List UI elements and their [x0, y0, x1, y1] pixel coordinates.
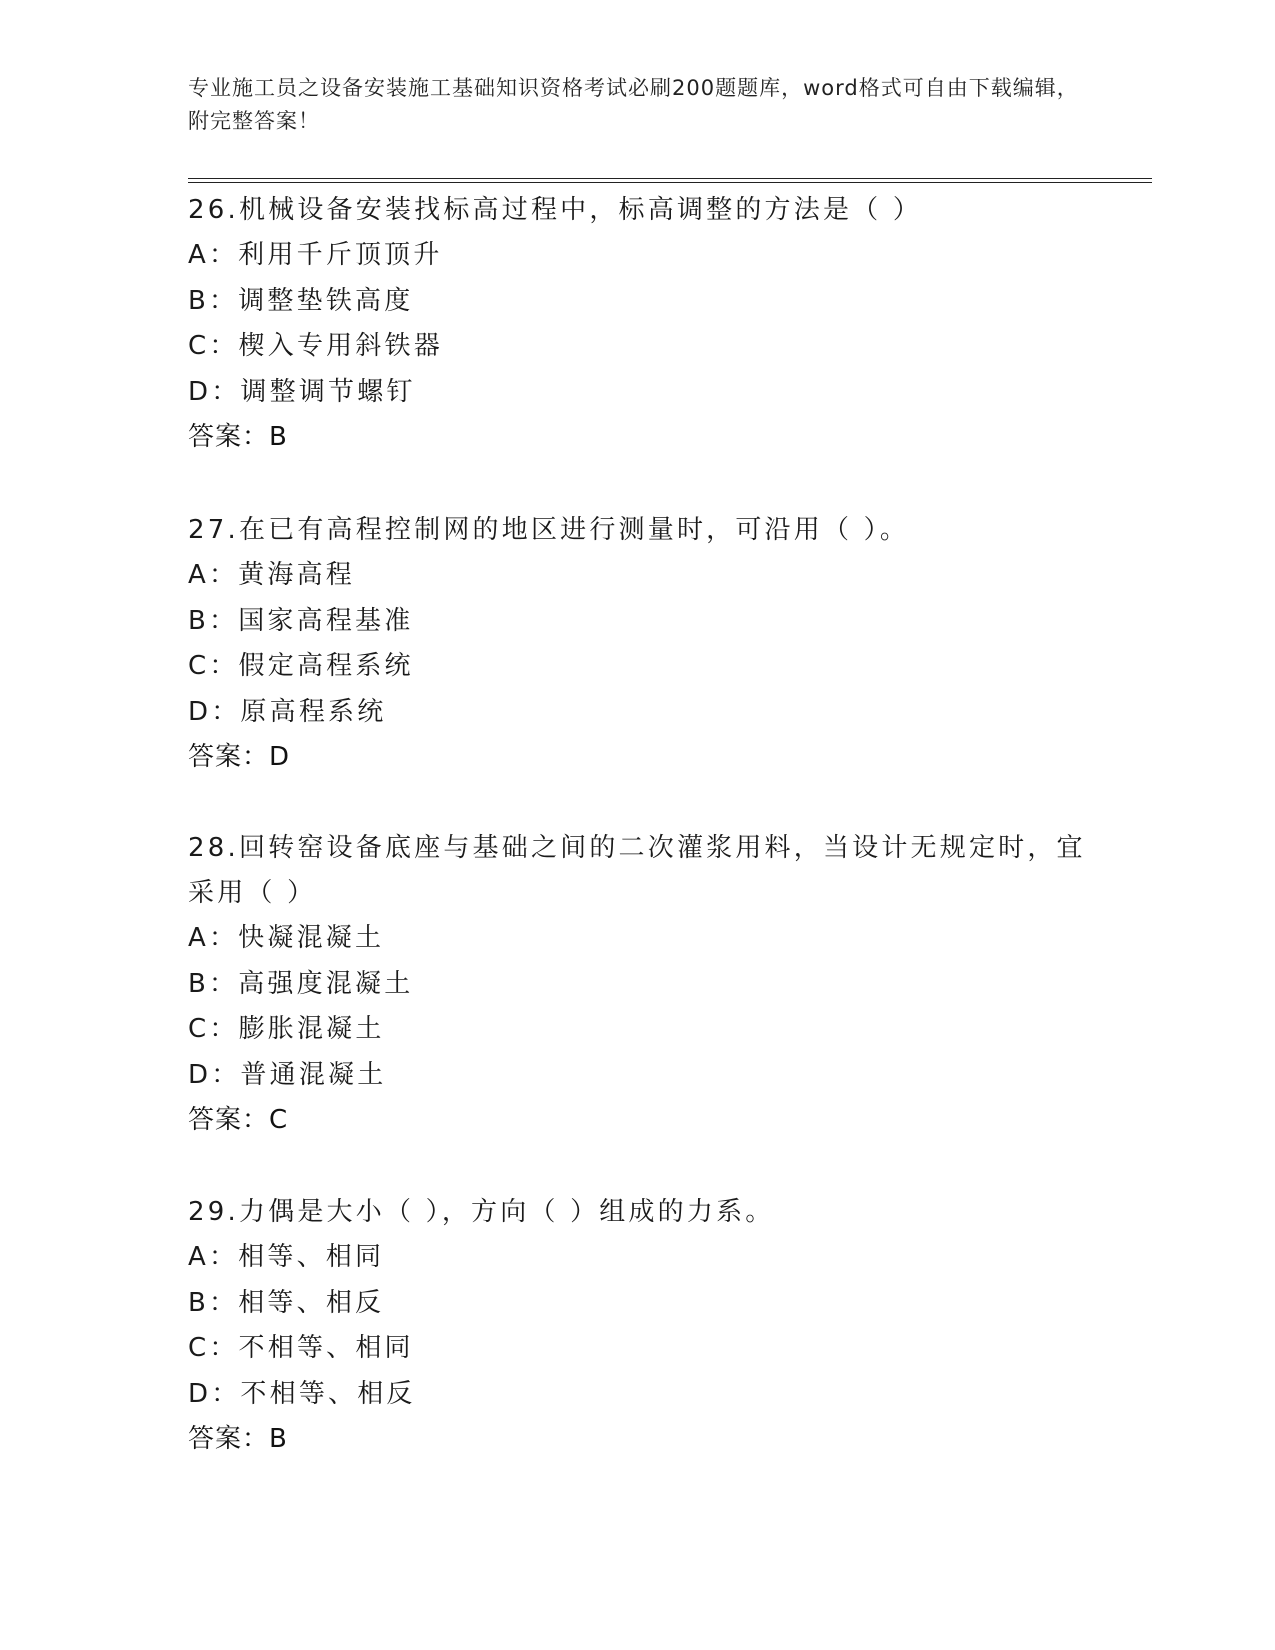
answer: 答案：B [188, 1424, 288, 1454]
document-header: 专业施工员之设备安装施工基础知识资格考试必刷200题题库，word格式可自由下载编辑，附完整答案！ [188, 76, 1079, 133]
option-a: A：快凝混凝土 [188, 923, 385, 953]
option-a: A：相等、相同 [188, 1242, 385, 1272]
option-d: D：原高程系统 [188, 696, 387, 727]
question-title: 27.在已有高程控制网的地区进行测量时，可沿用（ ）。 [188, 515, 910, 545]
option-c: C：膨胀混凝土 [188, 1014, 385, 1044]
question-26 [188, 188, 1088, 460]
option-b: B：国家高程基准 [188, 605, 414, 636]
header-divider-top [188, 178, 1152, 179]
question-29 [188, 1190, 1088, 1462]
option-a: A：黄海高程 [188, 560, 355, 590]
option-c: C：不相等、相同 [188, 1333, 414, 1363]
option-b: B：高强度混凝土 [188, 968, 414, 999]
question-title: 26.机械设备安装找标高过程中，标高调整的方法是（ ） [188, 195, 923, 225]
answer: 答案：C [188, 1105, 289, 1135]
question-28 [188, 826, 1088, 1143]
option-d: D：普通混凝土 [188, 1059, 387, 1090]
question-title: 28.回转窑设备底座与基础之间的二次灌浆用料，当设计无规定时，宜采用（ ） [188, 833, 1086, 908]
option-b: B：调整垫铁高度 [188, 285, 414, 316]
option-d: D：不相等、相反 [188, 1378, 416, 1409]
option-c: C：楔入专用斜铁器 [188, 331, 443, 361]
answer: 答案：D [188, 742, 291, 772]
option-b: B：相等、相反 [188, 1287, 385, 1318]
question-title: 29.力偶是大小（ ），方向（ ）组成的力系。 [188, 1197, 775, 1227]
question-27 [188, 508, 1088, 780]
header-divider-bottom [188, 182, 1152, 183]
option-a: A：利用千斤顶顶升 [188, 240, 443, 270]
option-d: D：调整调节螺钉 [188, 376, 416, 407]
answer: 答案：B [188, 422, 288, 452]
option-c: C：假定高程系统 [188, 651, 414, 681]
